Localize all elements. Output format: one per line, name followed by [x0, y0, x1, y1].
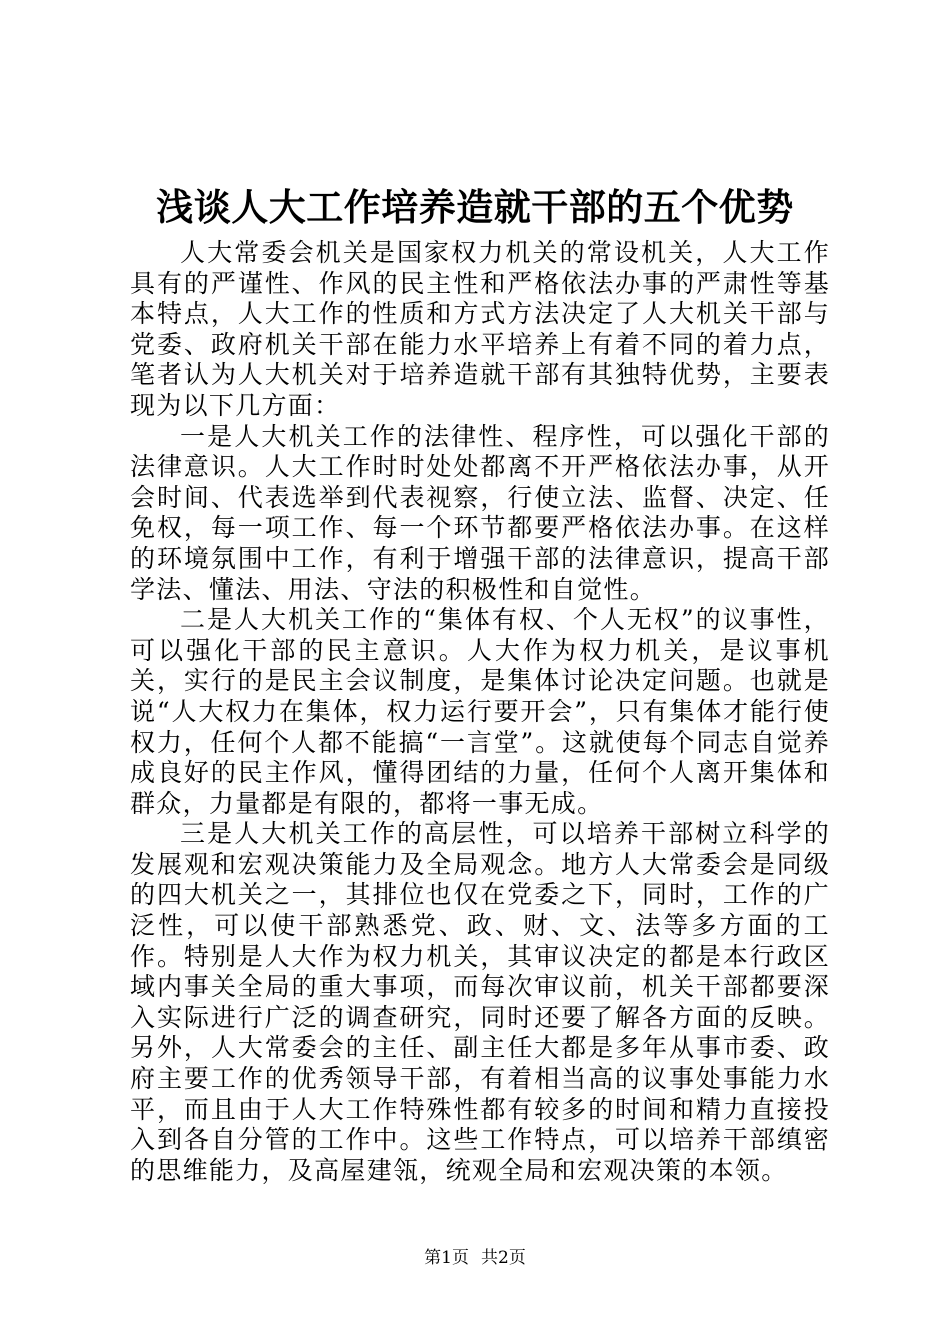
- document-title: 浅谈人大工作培养造就干部的五个优势: [156, 185, 794, 229]
- paragraph-point-three: 三是人大机关工作的高层性，可以培养干部树立科学的发展观和宏观决策能力及全局观念。地方人大常委会是同级的四大机关之一，其排位也仅在党委之下，同时，工作的广泛性，可以使干部熟悉党、政、财、文、法等多方面的工作。特别是人大作为权力机关，其审议决定的都是本行政区域内事关全局的重大事项，而每次审议前，机关干部都要深入实际进行广泛的调查研究，同时还要了解各方面的反映。另外，人大常委会的主任、副主任大都是多年从事市委、政府主要工作的优秀领导干部，有着相当高的议事处事能力水平，而且由于人大工作特殊性都有较多的时间和精力直接投入到各自分管的工作中。这些工作特点，可以培养干部缜密的思维能力，及高屋建瓴，统观全局和宏观决策的本领。: [130, 819, 830, 1185]
- paragraph-intro: 人大常委会机关是国家权力机关的常设机关，人大工作具有的严谨性、作风的民主性和严格依法办事的严肃性等基本特点，人大工作的性质和方式方法决定了人大机关干部与党委、政府机关干部在能力水平培养上有着不同的着力点，笔者认为人大机关对于培养造就干部有其独特优势，主要表现为以下几方面：: [130, 238, 830, 420]
- paragraph-point-two: 二是人大机关工作的“集体有权、个人无权”的议事性，可以强化干部的民主意识。人大作为权力机关，是议事机关，实行的是民主会议制度，是集体讨论决定问题。也就是说“人大权力在集体，权力运行要开会”，只有集体才能行使权力，任何个人都不能搞“一言堂”。这就使每个同志自觉养成良好的民主作风，懂得团结的力量，任何个人离开集体和群众，力量都是有限的，都将一事无成。: [130, 605, 830, 818]
- paragraph-point-one: 一是人大机关工作的法律性、程序性，可以强化干部的法律意识。人大工作时时处处都离不开严格依法办事，从开会时间、代表选举到代表视察，行使立法、监督、决定、任免权，每一项工作、每一个环节都要严格依法办事。在这样的环境氛围中工作，有利于增强干部的法律意识，提高干部学法、懂法、用法、守法的积极性和自觉性。: [130, 421, 830, 604]
- page-footer: [0, 1246, 950, 1270]
- document-body: [130, 238, 830, 1186]
- page-total: 共2页: [481, 1248, 526, 1268]
- page-number: 第1页: [424, 1248, 469, 1268]
